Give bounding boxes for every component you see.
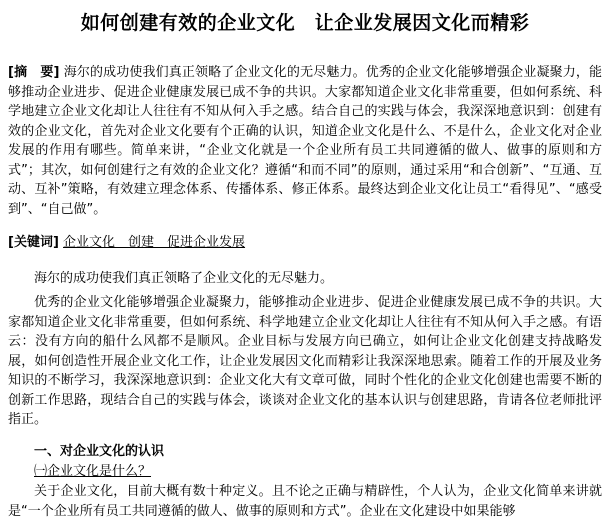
subsection-heading: ㈠企业文化是什么？ bbox=[34, 464, 152, 479]
keywords-label: [关键词] bbox=[8, 235, 59, 250]
abstract-paragraph bbox=[8, 63, 602, 219]
abstract-label: [摘 要] bbox=[8, 65, 60, 80]
body-paragraph-3: 关于企业文化，目前大概有数十种定义。且不论之正确与精辟性，个人认为，企业文化简单来讲就是“一个企业所有员工共同遵循的做人、做事的原则和方式”。企业在文化建设中如果能够 bbox=[8, 484, 602, 519]
keywords-line bbox=[8, 233, 602, 253]
body-paragraph-1: 海尔的成功使我们真正领略了企业文化的无尽魅力。 bbox=[34, 271, 334, 286]
section-heading: 一、对企业文化的认识 bbox=[34, 444, 165, 459]
abstract-text: 海尔的成功使我们真正领略了企业文化的无尽魅力。优秀的企业文化能够增强企业凝聚力，能够推动企业进步、促进企业健康发展已成不争的共识。大家都知道企业文化非常重要，但如何系统、科学地建立企业文化却让人往往有不知从何入手之感。结合自己的实践与体会，我深深地意识到：创建有效的企业文化，首先对企业文化要有个正确的认识，知道企业文化是什么、不是什么，企业文化对企业发展的作用有哪些。简单来讲，“企业文化就是一个企业所有员工共同遵循的做人、做事的原则和方式”；其次，如何创建行之有效的企业文化？遵循“和而不同”的原则，通过采用“和合创新”、“互通、互动、互补”策略，有效建立理念体系、传播体系、修正体系。最终达到企业文化让员工“看得见”、“感受到”、“自己做”。 bbox=[8, 65, 602, 217]
document-title: 如何创建有效的企业文化 让企业发展因文化而精彩 bbox=[80, 12, 530, 34]
body-paragraph-2: 优秀的企业文化能够增强企业凝聚力，能够推动企业进步、促进企业健康发展已成不争的共识。大家都知道企业文化非常重要，但如何系统、科学地建立企业文化却让人往往有不知从何入手之感。有语云：没有方向的船什么风都不是顺风。企业目标与发展方向已确立，如何让企业文化创建支持战略发展，如何创造性开展企业文化工作，让企业发展因文化而精彩让我深深地思索。随着工作的开展及业务知识的不断学习，我深深地意识到：企业文化大有文章可做，同时个性化的企业文化创建也需要不断的创新工作思路，现结合自己的实践与体会，谈谈对企业文化的基本认识与创建思路，肯请各位老师批评指正。 bbox=[8, 295, 602, 427]
keywords-text: 企业文化 创建 促进企业发展 bbox=[63, 235, 246, 250]
